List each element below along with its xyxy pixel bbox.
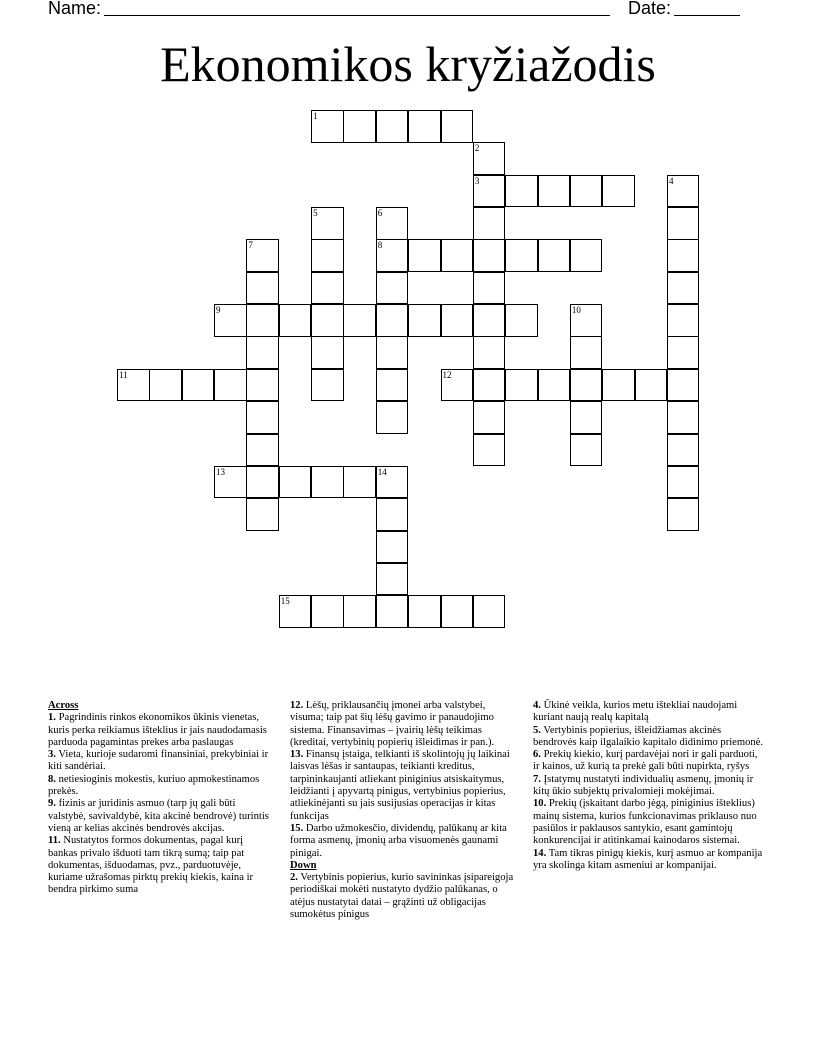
crossword-cell[interactable] [473, 369, 506, 402]
clue-number: 12 [442, 369, 452, 380]
crossword-cell[interactable] [505, 175, 538, 208]
crossword-cell[interactable] [246, 336, 279, 369]
crossword-cell[interactable] [376, 239, 409, 272]
crossword-cell[interactable] [441, 110, 474, 143]
crossword-cell[interactable] [376, 369, 409, 402]
clue-item: 11. Nustatytos formos dokumentas, pagal kurį bankas privalo išduoti tam tikrą sumą; taip pat dokumentas, išduodamas, pvz., parduotuvėje, kuriame užrašomas pirktų prekių kiekis, kaina ir bendra pirkimo suma [48, 835, 254, 896]
crossword-cell[interactable] [441, 239, 474, 272]
crossword-cell[interactable] [505, 304, 538, 337]
crossword-cell[interactable] [667, 304, 700, 337]
crossword-cell[interactable] [279, 304, 312, 337]
crossword-cell[interactable] [376, 110, 409, 143]
crossword-cell[interactable] [408, 110, 441, 143]
crossword-cell[interactable] [667, 369, 700, 402]
crossword-cell[interactable] [667, 239, 700, 272]
crossword-cell[interactable] [667, 207, 700, 240]
crossword-cell[interactable] [505, 369, 538, 402]
clue-number: 9 [216, 305, 221, 316]
crossword-cell[interactable] [311, 336, 344, 369]
clue-item: 1. Pagrindinis rinkos ekonomikos ūkinis vienetas, kuris perka reikiamus išteklius ir jais naudodamasis parduoda pagamintas prekes arba paslaugas [48, 712, 267, 748]
crossword-cell[interactable] [376, 207, 409, 240]
clues-column-2 [290, 700, 518, 921]
crossword-cell[interactable] [538, 175, 571, 208]
crossword-cell[interactable] [149, 369, 182, 402]
crossword-cell[interactable] [246, 401, 279, 434]
crossword-cell[interactable] [376, 531, 409, 564]
clue-item: 6. Prekių kiekio, kurį pardavėjai nori ir gali parduoti, ir kainos, už kurią ta prekė gali būti nupirkta, ryšys [533, 749, 758, 773]
crossword-cell[interactable] [667, 434, 700, 467]
clue-item: 2. Vertybinis popierius, kurio savininkas įsipareigoja periodiškai mokėti nustatyto dydžio palūkanas, o atėjus nustatytai datai – grąžinti už obligacijas sumokėtus pinigus [290, 872, 514, 921]
clue-item: 5. Vertybinis popierius, išleidžiamas akcinės bendrovės kaip ilgalaikio kapitalo didinimo priemonė. [533, 724, 764, 748]
across-heading: Across [48, 700, 79, 711]
crossword-cell[interactable] [667, 401, 700, 434]
crossword-cell[interactable] [408, 304, 441, 337]
crossword-cell[interactable] [538, 239, 571, 272]
date-label: Date: [628, 0, 672, 18]
clue-item: 7. Įstatymų nustatyti individualių asmenų, įmonių ir kitų ūkio subjektų privalomieji mokėjimai. [533, 773, 754, 798]
crossword-cell[interactable] [376, 466, 409, 499]
crossword-cell[interactable] [441, 595, 474, 628]
crossword-cell[interactable] [570, 369, 603, 402]
crossword-cell[interactable] [441, 304, 474, 337]
clue-item: 10. Prekių (įskaitant darbo jėgą, piniginius išteklius) mainų sistema, kurios funkcionavimas priklauso nuo pasiūlos ir paklausos santykio, esant gamintojų konkurencijai ir atitinkamai kainodaros sistemai. [533, 798, 757, 847]
crossword-cell[interactable] [214, 369, 247, 402]
crossword-cell[interactable] [667, 272, 700, 305]
crossword-cell[interactable] [311, 110, 344, 143]
clue-number: 1 [313, 111, 318, 121]
crossword-cell[interactable] [667, 466, 700, 499]
crossword-cell[interactable] [505, 239, 538, 272]
clue-item: 9. fizinis ar juridinis asmuo (tarp jų gali būti valstybė, savivaldybė, kita akcinė bendrovė) turintis vieną ar kelias akcinės bendrovės akcijas. [48, 798, 269, 834]
date-field[interactable] [674, 0, 740, 16]
down-heading: Down [290, 859, 317, 871]
clue-number: 13 [216, 466, 226, 477]
crossword-cell[interactable] [570, 401, 603, 434]
page-title: Ekonomikos kryžiažodis [160, 36, 656, 92]
crossword-cell[interactable] [473, 207, 506, 240]
crossword-cell[interactable] [570, 336, 603, 369]
clue-number: 10 [571, 305, 581, 316]
crossword-cell[interactable] [473, 142, 506, 175]
crossword-cell[interactable] [246, 369, 279, 402]
clues-column-3 [533, 700, 765, 872]
crossword-cell[interactable] [246, 304, 279, 337]
crossword-cell[interactable] [311, 304, 344, 337]
crossword-cell[interactable] [473, 401, 506, 434]
crossword-cell[interactable] [343, 304, 376, 337]
crossword-cell[interactable] [667, 336, 700, 369]
crossword-cell[interactable] [635, 369, 668, 402]
crossword-cell[interactable] [570, 175, 603, 208]
crossword-cell[interactable] [408, 595, 441, 628]
clue-number: 4 [668, 175, 674, 186]
crossword-cell[interactable] [214, 466, 247, 499]
clues-column-1 [48, 700, 274, 897]
crossword-cell[interactable] [376, 595, 409, 628]
crossword-cell[interactable] [279, 595, 312, 628]
clue-item: 8. netiesioginis mokestis, kuriuo apmokestinamos prekės. [48, 773, 260, 798]
crossword-cell[interactable] [279, 466, 312, 499]
clue-item: 3. Vieta, kurioje sudaromi finansiniai, prekybiniai ir kiti sandėriai. [48, 749, 269, 773]
clue-number: 2 [474, 143, 480, 154]
clue-number: 11 [119, 369, 128, 380]
crossword-cell[interactable] [246, 239, 279, 272]
crossword-cell[interactable] [311, 239, 344, 272]
crossword-cell[interactable] [246, 272, 279, 305]
crossword-cell[interactable] [473, 434, 506, 467]
crossword-cell[interactable] [246, 434, 279, 467]
crossword-cell[interactable] [408, 239, 441, 272]
crossword-cell[interactable] [441, 369, 474, 402]
clue-number: 14 [377, 466, 387, 477]
crossword-cell[interactable] [376, 336, 409, 369]
crossword-cell[interactable] [667, 175, 700, 208]
clue-number: 5 [313, 208, 318, 219]
crossword-cell[interactable] [473, 175, 506, 208]
crossword-cell[interactable] [343, 110, 376, 143]
crossword-cell[interactable] [311, 369, 344, 402]
crossword-cell[interactable] [602, 369, 635, 402]
crossword-cell[interactable] [570, 434, 603, 467]
crossword-cell[interactable] [376, 304, 409, 337]
crossword-cell[interactable] [311, 272, 344, 305]
crossword-cell[interactable] [473, 336, 506, 369]
crossword-cell[interactable] [182, 369, 215, 402]
crossword-cell[interactable] [473, 239, 506, 272]
crossword-cell[interactable] [667, 498, 700, 531]
crossword-cell[interactable] [473, 304, 506, 337]
clue-number: 8 [377, 240, 383, 251]
clue-item: 14. Tam tikras pinigų kiekis, kurį asmuo ar kompanija yra skolinga kitam asmeniui ar kompanijai. [533, 847, 763, 871]
crossword-cell[interactable] [376, 498, 409, 531]
name-label: Name: [48, 0, 102, 18]
crossword-cell[interactable] [376, 563, 409, 596]
clue-number: 7 [248, 240, 253, 251]
crossword-cell[interactable] [246, 498, 279, 531]
clue-number: 6 [377, 208, 383, 219]
crossword-cell[interactable] [376, 401, 409, 434]
crossword-cell[interactable] [376, 272, 409, 305]
crossword-cell[interactable] [311, 595, 344, 628]
clue-number: 3 [474, 175, 480, 186]
crossword-cell[interactable] [311, 466, 344, 499]
worksheet-header [48, 0, 768, 19]
crossword-cell[interactable] [311, 207, 344, 240]
clue-number: 15 [280, 596, 290, 607]
crossword-cell[interactable] [570, 239, 603, 272]
clue-item: 4. Ūkinė veikla, kurios metu ištekliai naudojami kuriant naują realų kapitalą [533, 700, 738, 724]
crossword-cell[interactable] [343, 466, 376, 499]
clue-item: 15. Darbo užmokesčio, dividendų, palūkanų ar kita forma asmenų, įmonių arba visuomenės gaunami pinigai. [290, 822, 507, 859]
crossword-cell[interactable] [343, 595, 376, 628]
crossword-cell[interactable] [570, 304, 603, 337]
crossword-cell[interactable] [538, 369, 571, 402]
crossword-cell[interactable] [473, 595, 506, 628]
crossword-cell[interactable] [214, 304, 247, 337]
clue-item: 13. Finansų įstaiga, telkianti iš skolintojų jų laikinai laisvas lėšas ir santaupas, teikianti kreditus, tarpininkaujanti atliekant piniginius atsiskaitymus, leidžianti į apyvartą pinigus, vertybinius popierius, atliekinėjanti su jais susijusias operacijas ir kitas funkcijas [290, 749, 510, 822]
crossword-cell[interactable] [117, 369, 150, 402]
clue-item: 12. Lėšų, priklausančių įmonei arba valstybei, visuma; taip pat šių lėšų gavimo ir panaudojimo sistema. Finansavimas – įvairių lėšų teikimas (kreditai, vertybinių popierių išleidimas ir pan.). [290, 700, 495, 748]
crossword-cell[interactable] [602, 175, 635, 208]
crossword-cell[interactable] [473, 272, 506, 305]
crossword-cell[interactable] [246, 466, 279, 499]
name-field[interactable] [104, 0, 610, 16]
